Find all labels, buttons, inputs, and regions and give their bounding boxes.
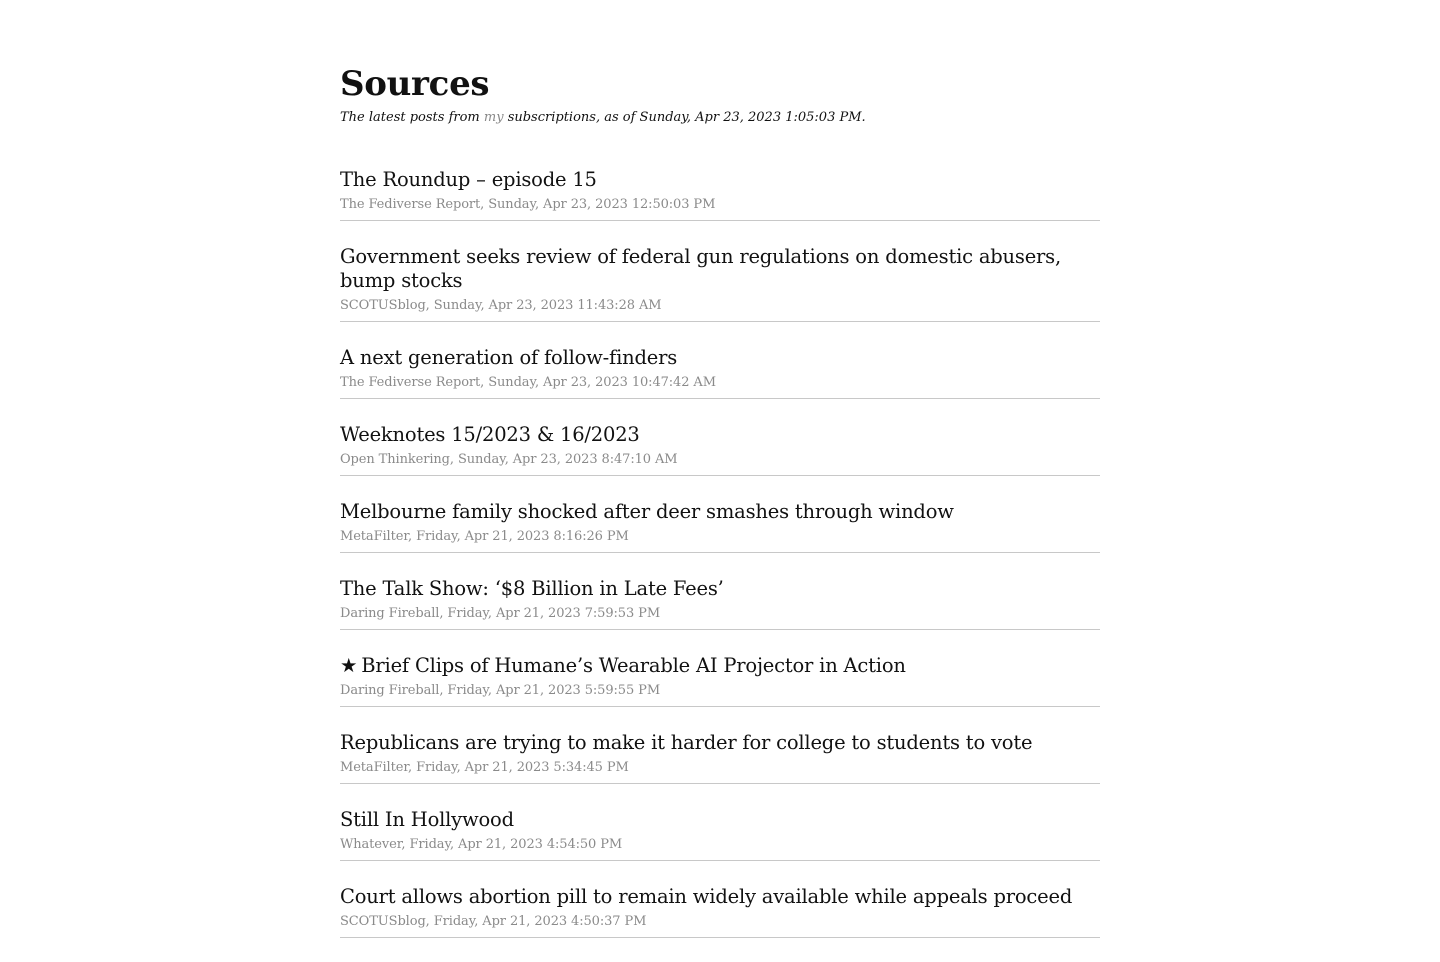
post-list (340, 168, 1100, 962)
subtitle-suffix: subscriptions, as of Sunday, Apr 23, 2023 1:05:03 PM. (503, 110, 866, 125)
post-title-link[interactable]: Still In Hollywood (340, 808, 514, 831)
my-subscriptions-link[interactable]: my (483, 110, 504, 125)
post-item (340, 245, 1100, 322)
page-subtitle (340, 109, 866, 127)
post-item (340, 423, 1100, 476)
post-item (340, 885, 1100, 938)
post-meta: Daring Fireball, Friday, Apr 21, 2023 7:59:53 PM (340, 606, 661, 621)
post-title-link[interactable] (340, 654, 1100, 678)
post-meta: The Fediverse Report, Sunday, Apr 23, 2023 12:50:03 PM (340, 197, 716, 212)
post-item (340, 808, 1100, 861)
post-title-link[interactable]: Weeknotes 15/2023 & 16/2023 (340, 423, 640, 446)
page-title: Sources (340, 64, 490, 104)
post-item (340, 731, 1100, 784)
post-meta: MetaFilter, Friday, Apr 21, 2023 5:34:45 PM (340, 760, 629, 775)
post-item (340, 168, 1100, 221)
post-title-link[interactable]: Court allows abortion pill to remain widely available while appeals proceed (340, 885, 1073, 908)
post-meta: Daring Fireball, Friday, Apr 21, 2023 5:59:55 PM (340, 683, 661, 698)
post-title-link[interactable]: A next generation of follow-finders (340, 346, 678, 369)
post-meta: The Fediverse Report, Sunday, Apr 23, 2023 10:47:42 AM (340, 375, 716, 390)
post-meta: SCOTUSblog, Friday, Apr 21, 2023 4:50:37 PM (340, 914, 647, 929)
post-item (340, 346, 1100, 399)
post-title-text: Brief Clips of Humane’s Wearable AI Projector in Action (361, 654, 906, 677)
post-item (340, 654, 1100, 707)
subtitle-prefix: The latest posts from (340, 110, 484, 125)
post-title-link[interactable]: Melbourne family shocked after deer smashes through window (340, 500, 954, 523)
post-meta: MetaFilter, Friday, Apr 21, 2023 8:16:26 PM (340, 529, 629, 544)
post-meta: Whatever, Friday, Apr 21, 2023 4:54:50 PM (340, 837, 623, 852)
post-meta: SCOTUSblog, Sunday, Apr 23, 2023 11:43:28 AM (340, 298, 662, 313)
post-title-link[interactable]: Government seeks review of federal gun regulations on domestic abusers, bump stocks (340, 245, 1061, 292)
post-title-link[interactable]: The Roundup – episode 15 (340, 168, 597, 191)
star-icon: ★ (340, 654, 358, 677)
post-item (340, 500, 1100, 553)
post-meta: Open Thinkering, Sunday, Apr 23, 2023 8:47:10 AM (340, 452, 678, 467)
post-title-link[interactable]: The Talk Show: ‘$8 Billion in Late Fees’ (340, 577, 724, 600)
post-item (340, 577, 1100, 630)
post-title-link[interactable]: Republicans are trying to make it harder for college to students to vote (340, 731, 1033, 754)
